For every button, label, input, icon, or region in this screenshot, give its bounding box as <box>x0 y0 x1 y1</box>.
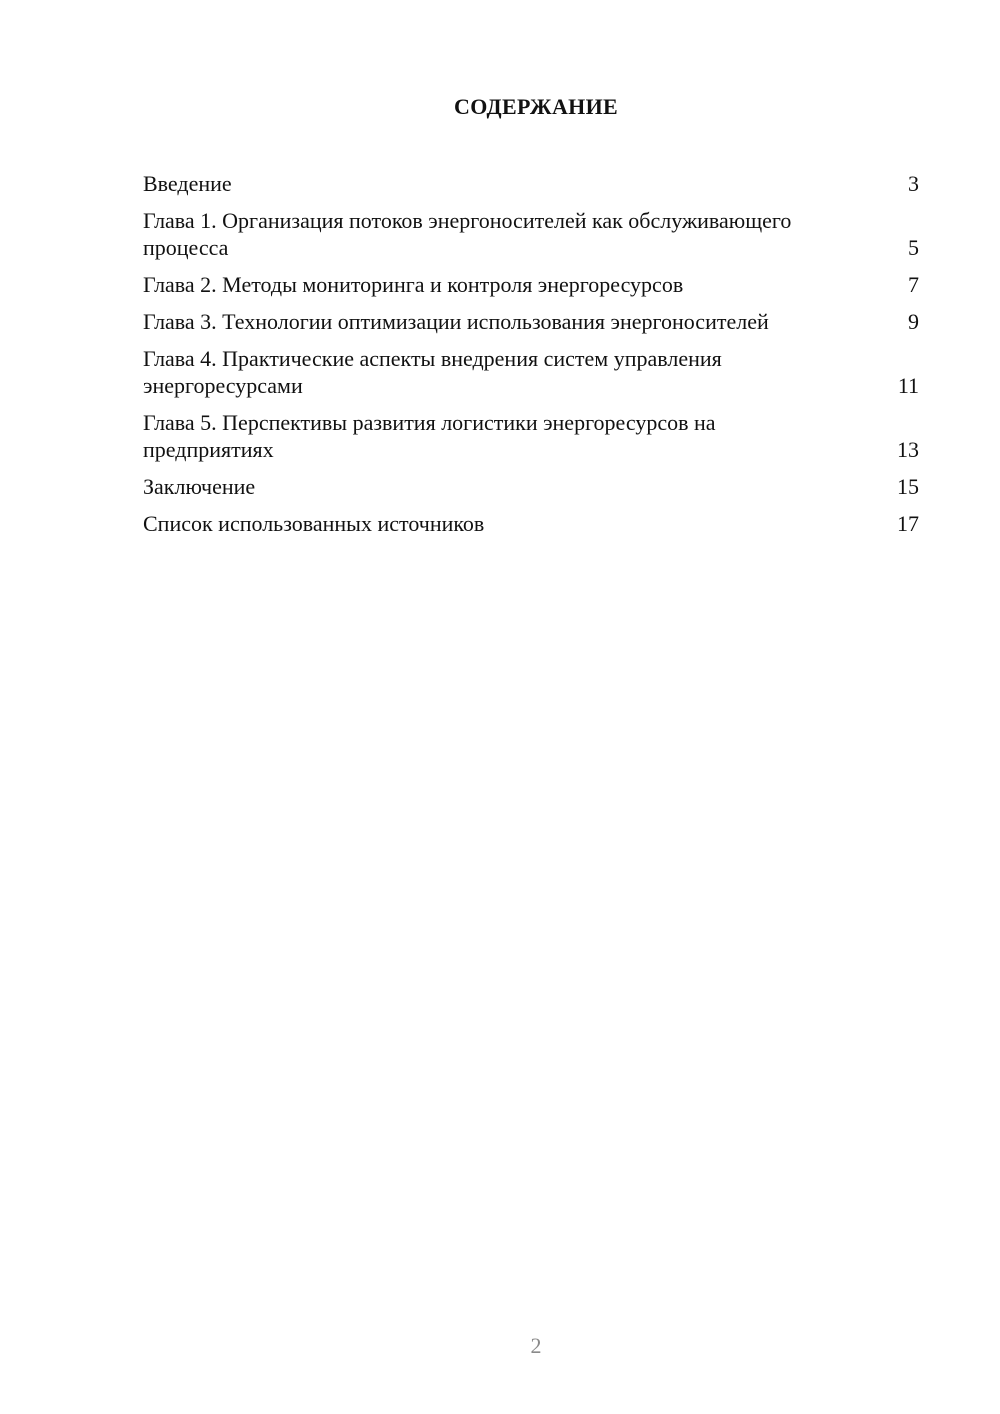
toc-entry-chapter-5 <box>143 409 919 463</box>
toc-entry-chapter-2 <box>143 271 919 298</box>
page-title: СОДЕРЖАНИЕ <box>454 94 618 119</box>
table-of-contents <box>143 170 919 547</box>
toc-entry-page: 15 <box>897 474 919 499</box>
toc-entry-references <box>143 510 919 537</box>
toc-entry-title: Глава 1. Организация потоков энергоносителей как обслуживающего процесса <box>143 208 792 260</box>
toc-entry-title: Введение <box>143 171 232 196</box>
toc-entry-title: Глава 3. Технологии оптимизации использования энергоносителей <box>143 309 769 334</box>
toc-entry-page: 11 <box>897 373 919 398</box>
toc-entry-page: 17 <box>897 511 919 536</box>
toc-entry-page: 3 <box>908 171 919 196</box>
toc-entry-title: Глава 5. Перспективы развития логистики энергоресурсов на предприятиях <box>143 410 716 462</box>
toc-entry-title: Глава 4. Практические аспекты внедрения систем управления энергоресурсами <box>143 346 722 398</box>
toc-entry-page: 7 <box>908 272 919 297</box>
toc-entry-page: 13 <box>897 437 919 462</box>
toc-entry-chapter-4 <box>143 345 919 399</box>
toc-entry-chapter-3 <box>143 308 919 335</box>
toc-entry-chapter-1 <box>143 207 919 261</box>
toc-entry-page: 9 <box>908 309 919 334</box>
toc-entry-introduction <box>143 170 919 197</box>
toc-entry-title: Глава 2. Методы мониторинга и контроля энергоресурсов <box>143 272 684 297</box>
toc-entry-conclusion <box>143 473 919 500</box>
page-number: 2 <box>530 1333 542 1358</box>
toc-entry-title: Список использованных источников <box>143 511 485 536</box>
toc-entry-page: 5 <box>908 235 919 260</box>
toc-entry-title: Заключение <box>143 474 256 499</box>
